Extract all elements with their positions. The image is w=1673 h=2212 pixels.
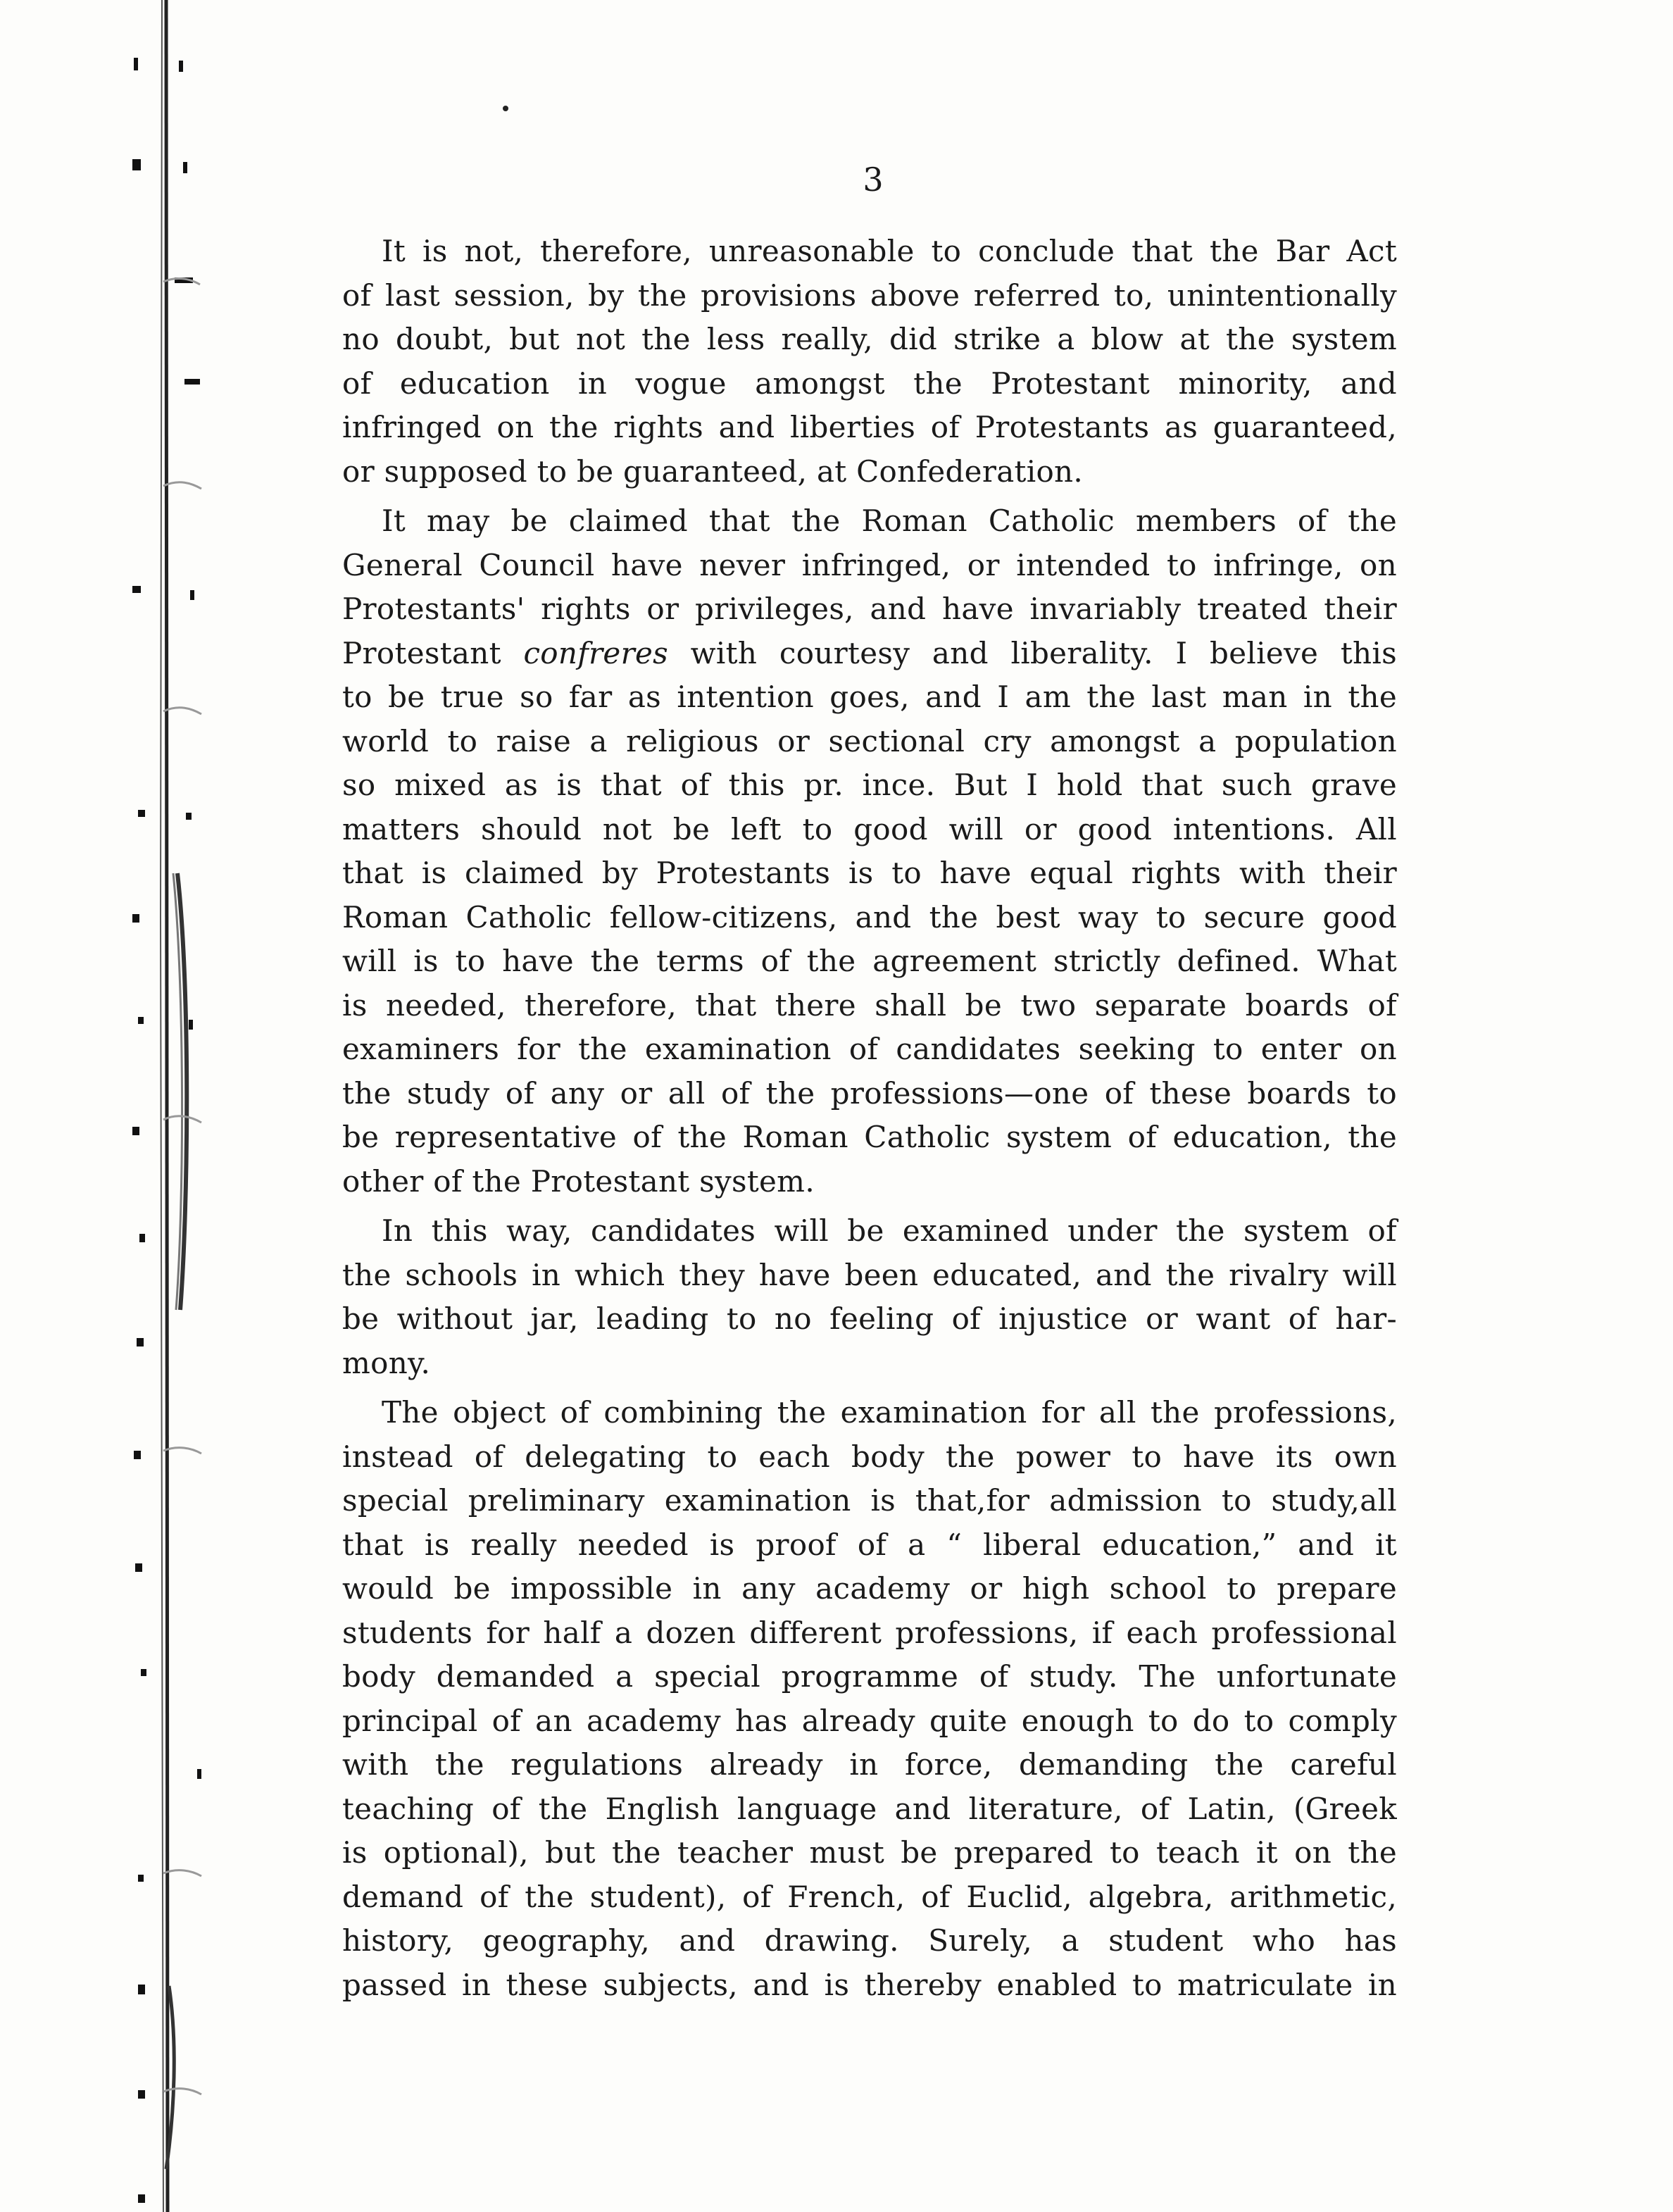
text-line: It may be claimed that the Roman Catholic members of the <box>382 504 1397 538</box>
text-line: to be true so far as intention goes, and I am the last man in the <box>342 680 1397 714</box>
page-binding-edge <box>0 0 232 2212</box>
text-line: the study of any or all of the professions—one of these boards to <box>342 1075 1397 1111</box>
text-line: instead of delegating to each body the power to have its own <box>342 1439 1397 1474</box>
ink-speck <box>503 106 508 111</box>
text-line: It is not, therefore, unreasonable to conclude that the Bar Act <box>382 234 1397 268</box>
text-line: no doubt, but not the less really, did strike a blow at the system <box>342 322 1397 356</box>
text-line: passed in these subjects, and is thereby enabled to matriculate in <box>342 1967 1397 2002</box>
text-line: of last session, by the provisions above referred to, unintentionally <box>342 277 1397 313</box>
text-line: examiners for the examination of candidates seeking to enter on <box>342 1032 1397 1066</box>
text-line: special preliminary examination is that,for admission to study,all <box>342 1483 1397 1518</box>
text-line: principal of an academy has already quite enough to do to comply <box>342 1703 1397 1738</box>
text-line: Roman Catholic fellow-citizens, and the best way to secure good <box>342 899 1397 935</box>
text-line: world to raise a religious or sectional cry amongst a population <box>342 723 1397 758</box>
text-line: that is claimed by Protestants is to have equal rights with their <box>342 856 1397 890</box>
text-line: other of the Protestant system. <box>342 1163 815 1199</box>
text-line: be without jar, leading to no feeling of injustice or want of har- <box>342 1301 1397 1336</box>
text-line: infringed on the rights and liberties of Protestants as guaranteed, <box>342 410 1397 444</box>
text-line: body demanded a special programme of study. The unfortunate <box>342 1659 1397 1694</box>
text-line <box>342 632 1397 676</box>
paragraph-3 <box>342 1209 1397 1385</box>
text-line: demand of the student), of French, of Euclid, algebra, arithmetic, <box>342 1879 1397 1914</box>
text-line: of education in vogue amongst the Protestant minority, and <box>342 365 1397 401</box>
paragraph-1 <box>342 230 1397 494</box>
text-line: The object of combining the examination for all the professions, <box>382 1395 1397 1430</box>
body-text <box>342 230 1397 2007</box>
text-line: is optional), but the teacher must be prepared to teach it on the <box>342 1835 1397 1870</box>
paragraph-4 <box>342 1391 1397 2007</box>
text-line: with the regulations already in force, demanding the careful <box>342 1747 1397 1782</box>
text-line: is needed, therefore, that there shall be two separate boards of <box>342 987 1397 1023</box>
text-line: history, geography, and drawing. Surely, a student who has <box>342 1923 1397 1958</box>
text-line: matters should not be left to good will or good intentions. All <box>342 811 1397 846</box>
text-line: General Council have never infringed, or intended to infringe, on <box>342 547 1397 582</box>
text-line: that is really needed is proof of a “ liberal education,” and it <box>342 1527 1397 1562</box>
text-line: or supposed to be guaranteed, at Confederation. <box>342 454 1084 489</box>
text-line: be representative of the Roman Catholic system of education, the <box>342 1120 1397 1154</box>
text-line: In this way, candidates will be examined under the system of <box>382 1213 1397 1248</box>
paragraph-2 <box>342 499 1397 1204</box>
text-fragment: Protestant <box>342 635 524 670</box>
text-line: students for half a dozen different professions, if each professional <box>342 1615 1397 1650</box>
page-number: 3 <box>863 161 884 199</box>
text-line: teaching of the English language and literature, of Latin, (Greek <box>342 1791 1397 1826</box>
italic-word: confreres <box>523 635 668 670</box>
text-line: mony. <box>342 1345 431 1380</box>
text-line: would be impossible in any academy or high school to prepare <box>342 1571 1397 1606</box>
text-fragment: with courtesy and liberality. I believe this <box>668 635 1397 670</box>
text-line: so mixed as is that of this pr. ince. But I hold that such grave <box>342 768 1397 802</box>
text-line: will is to have the terms of the agreement strictly defined. What <box>342 944 1397 978</box>
text-line: Protestants' rights or privileges, and have invariably treated their <box>342 592 1397 626</box>
text-line: the schools in which they have been educated, and the rivalry will <box>342 1257 1397 1292</box>
